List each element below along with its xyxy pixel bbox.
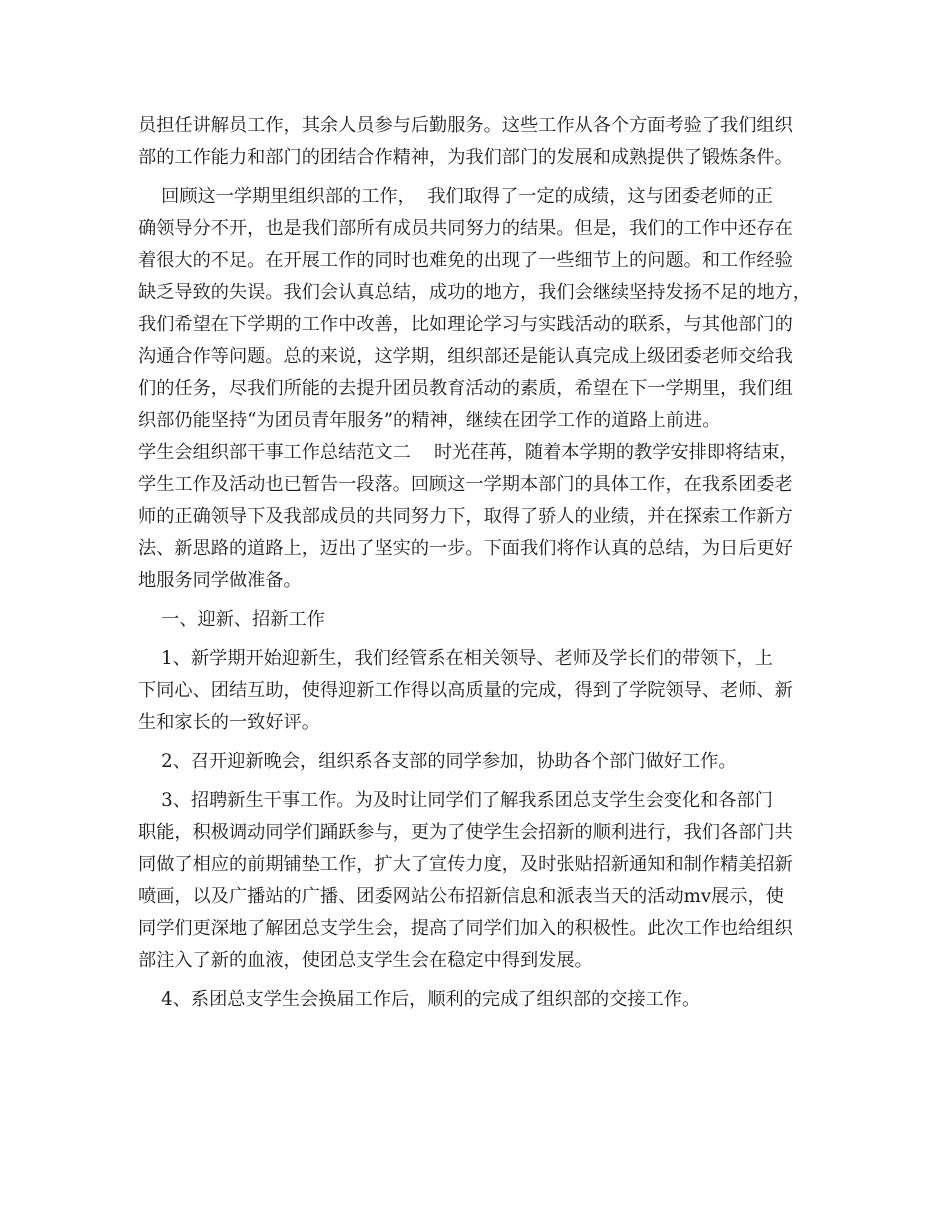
text-line: 部注入了新的血液，使团总支学生会在稳定中得到发展。 <box>138 950 593 971</box>
text-line: 学生工作及活动也已暂告一段落。回顾这一学期本部门的具体工作，在我系团委老 <box>138 474 793 495</box>
text-line: 部的工作能力和部门的团结合作精神，为我们部门的发展和成熟提供了锻炼条件。 <box>138 147 793 168</box>
text-line: 地服务同学做准备。 <box>138 570 302 591</box>
text-line: 织部仍能坚持“为团员青年服务”的精神，继续在团学工作的道路上前进。 <box>138 410 721 431</box>
text-line: 3、招聘新生干事工作。为及时让同学们了解我系团总支学生会变化和各部门 <box>138 790 773 811</box>
paragraph <box>138 746 828 778</box>
paragraph <box>138 643 828 739</box>
text-line: 着很大的不足。在开展工作的同时也难免的出现了一些细节上的问题。和工作经验 <box>138 250 793 271</box>
text-line: 职能，积极调动同学们踊跃参与，更为了使学生会招新的顺利进行，我们各部门共 <box>138 822 793 843</box>
section-heading-line: 学生会组织部干事工作总结范文二 时光荏苒，随着本学期的教学安排即将结束， <box>138 442 798 463</box>
text-line: 回顾这一学期里组织部的工作， 我们取得了一定的成绩，这与团委老师的正 <box>138 186 773 207</box>
paragraph <box>138 181 828 597</box>
text-line: 法、新思路的道路上，迈出了坚实的一步。下面我们将作认真的总结，为日后更好 <box>138 538 793 559</box>
text-line: 同学们更深地了解团总支学生会，提高了同学们加入的积极性。此次工作也给组织 <box>138 918 793 939</box>
text-line: 生和家长的一致好评。 <box>138 712 320 733</box>
text-line: 我们希望在下学期的工作中改善，比如理论学习与实践活动的联系，与其他部门的 <box>138 314 793 335</box>
text-line: 2、召开迎新晚会，组织系各支部的同学参加，协助各个部门做好工作。 <box>138 751 737 772</box>
paragraph <box>138 785 828 977</box>
text-line: 们的任务，尽我们所能的去提升团员教育活动的素质，希望在下一学期里，我们组 <box>138 378 793 399</box>
text-line: 员担任讲解员工作，其余人员参与后勤服务。这些工作从各个方面考验了我们组织 <box>138 115 793 136</box>
text-line: 确领导分不开，也是我们部所有成员共同努力的结果。但是，我们的工作中还存在 <box>138 218 793 239</box>
paragraph <box>138 110 828 174</box>
text-line: 沟通合作等问题。总的来说，这学期，组织部还是能认真完成上级团委老师交给我 <box>138 346 793 367</box>
text-line: 4、系团总支学生会换届工作后，顺利的完成了组织部的交接工作。 <box>138 989 701 1010</box>
document-body <box>138 110 828 1016</box>
text-line: 1、新学期开始迎新生，我们经管系在相关领导、老师及学长们的带领下，上 <box>138 648 773 669</box>
text-line: 喷画，以及广播站的广播、团委网站公布招新信息和派表当天的活动mv展示，使 <box>138 886 784 907</box>
paragraph <box>138 604 828 636</box>
text-line: 下同心、团结互助，使得迎新工作得以高质量的完成，得到了学院领导、老师、新 <box>138 680 793 701</box>
text-line: 同做了相应的前期铺垫工作，扩大了宣传力度，及时张贴招新通知和制作精美招新 <box>138 854 793 875</box>
subheading-line: 一、迎新、招新工作 <box>138 609 325 630</box>
paragraph <box>138 984 828 1016</box>
text-line: 师的正确领导下及我部成员的共同努力下，取得了骄人的业绩，并在探索工作新方 <box>138 506 793 527</box>
text-line: 缺乏导致的失误。我们会认真总结，成功的地方，我们会继续坚持发扬不足的地方， <box>138 282 811 303</box>
